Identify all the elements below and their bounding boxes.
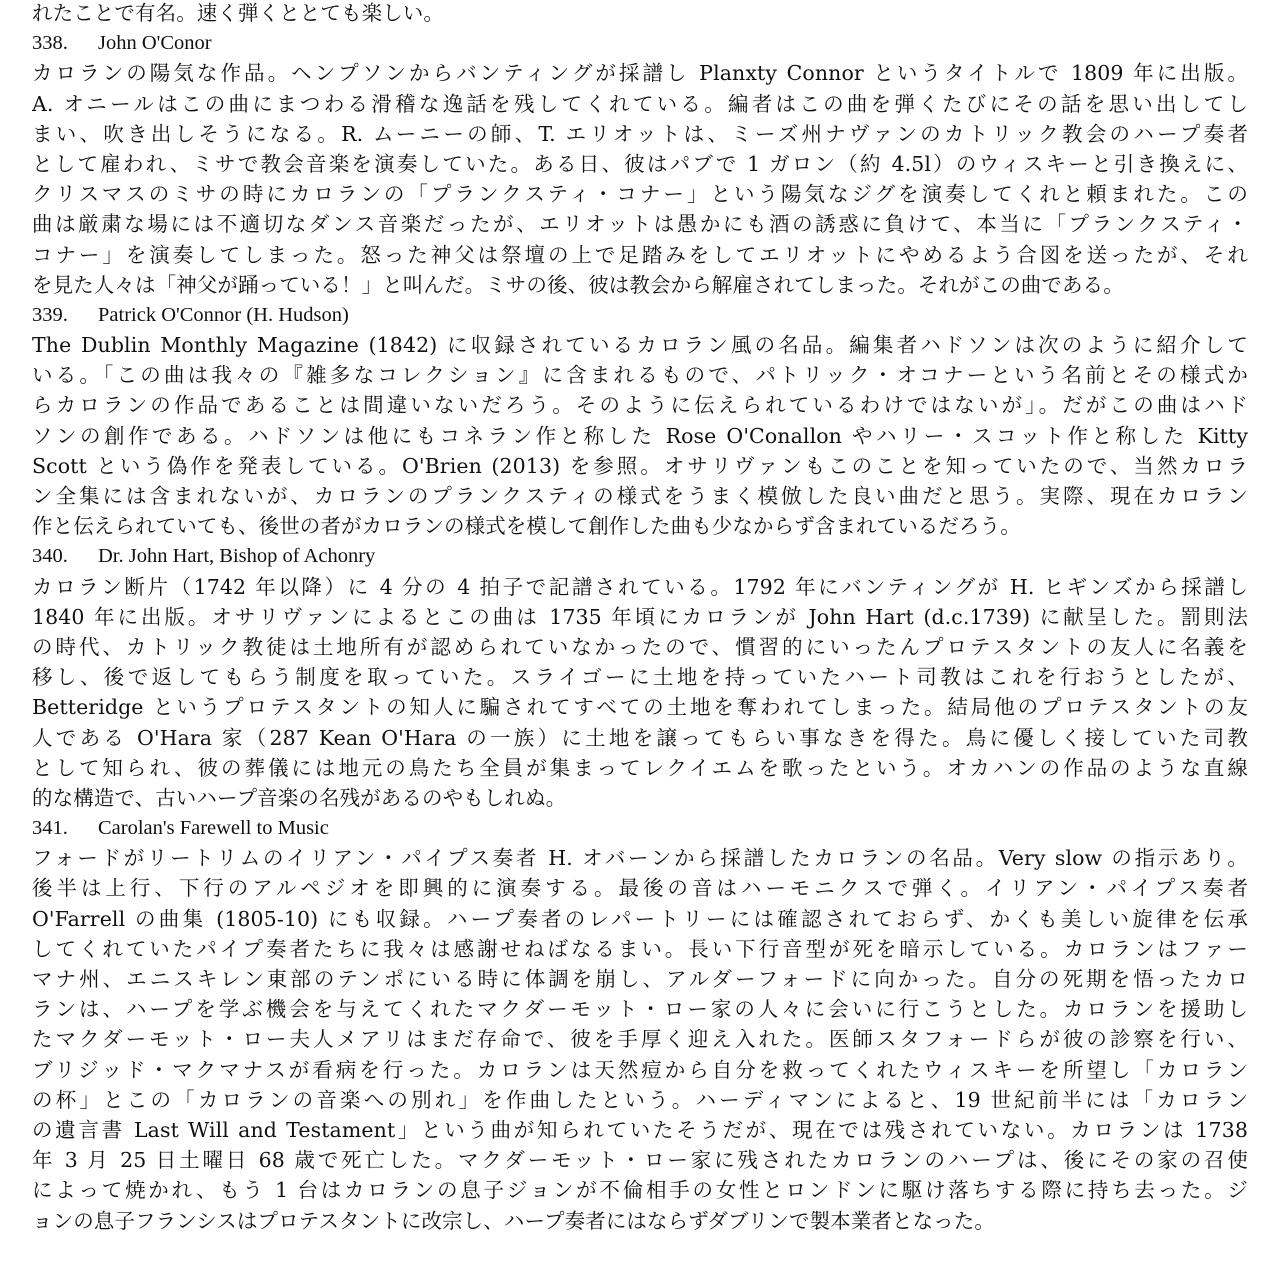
entry-text-line: を見た人々は「神父が踊っている！」と叫んだ。ミサの後、彼は教会から解雇されてしまった。それがこの曲である。 — [32, 272, 1124, 297]
entry-text-line: らカロランの作品であることは間違いないだろう。そのように伝えられているわけではないが」。だがこの曲はハド — [32, 393, 1248, 418]
entry-text-line: 作と伝えられていても、後世の者がカロランの様式を模して創作した曲も少なからず含まれているだろう。 — [32, 514, 1021, 539]
entry-text-line: ブリジッド・マクマナスが看病を行った。カロランは天然痘から自分を救ってくれたウィスキーを所望し「カロラン — [32, 1057, 1248, 1082]
tune-entry — [32, 300, 1248, 542]
entry-text-line: ン全集には含まれないが、カロランのプランクスティの様式をうまく模倣した良い曲だと思う。実際、現在カロラン — [32, 484, 1248, 508]
entry-heading — [32, 541, 1248, 571]
entry-number: 340. — [32, 545, 68, 568]
entry-text-line: 年 3 月 25 日土曜日 68 歳で死亡した。マクダーモット・ロー家に残されたカロランのハープは、後にその家の召使 — [32, 1148, 1248, 1173]
entry-text-line: 的な構造で、古いハープ音楽の名残があるのやもしれぬ。 — [32, 785, 567, 810]
entry-number: 339. — [32, 303, 68, 326]
entry-text-line: してくれていたパイプ奏者たちに我々は感謝せねばなるまい。長い下行音型が死を暗示している。カロランはファー — [32, 936, 1248, 961]
entry-text-line: Betteridge というプロテスタントの知人に騙されてすべての土地を奪われてしまった。結局他のプロテスタントの友 — [32, 695, 1248, 720]
entry-text-line: O'Farrell の曲集 (1805-10) にも収録。ハープ奏者のレパートリーには確認されておらず、かくも美しい旋律を伝承 — [32, 906, 1248, 931]
entry-number: 341. — [32, 817, 68, 840]
tune-entry — [32, 541, 1248, 813]
entry-text-line: フォードがリートリムのイリアン・パイプス奏者 H. オバーンから採譜したカロランの名品。Very slow の指示あり。 — [32, 846, 1248, 871]
entry-text-line: の杯」とこの「カロランの音楽への別れ」を作曲したという。ハーディマンによると、19 世紀前半には「カロラン — [32, 1087, 1248, 1112]
entry-text-line: の時代、カトリック教徒は土地所有が認められていなかったので、慣習的にいったんプロテスタントの友人に名義を — [32, 634, 1248, 659]
entry-heading — [32, 300, 1248, 330]
entry-text-line: いる。「この曲は我々の『雑多なコレクション』に含まれるもので、パトリック・オコナーという名前とその様式か — [32, 363, 1248, 388]
entry-text-line: マナ州、エニスキレン東部のテンポにいる時に体調を崩し、アルダーフォードに向かった。自分の死期を悟ったカロ — [32, 967, 1248, 991]
entry-text-line: ランは、ハープを学ぶ機会を与えてくれたマクダーモット・ロー家の人々に会いに行こうとした。カロランを援助し — [32, 997, 1248, 1022]
entry-title: Carolan's Farewell to Music — [98, 817, 329, 840]
entry-text-line: まい、吹き出しそうになる。R. ムーニーの師、T. エリオットは、ミーズ州ナヴァンのカトリック教会のハープ奏者 — [32, 121, 1248, 146]
entry-text-line: 移し、後で返してもらう制度を取っていた。スライゴーに土地を持っていたハート司教はこれを行おうとしたが、 — [32, 665, 1248, 690]
entry-text-line: 1840 年に出版。オサリヴァンによるとこの曲は 1735 年頃にカロランが John Hart (d.c.1739) に献呈した。罰則法 — [32, 604, 1248, 629]
tune-entry — [32, 813, 1248, 1236]
continued-text-line: れたことで有名。速く弾くととても楽しい。 — [32, 1, 444, 25]
entry-text-line: によって焼かれ、もう 1 台はカロランの息子ジョンが不倫相手の女性とロンドンに駆け落ちする際に持ち去った。ジ — [32, 1178, 1248, 1203]
entries-container — [32, 28, 1248, 1236]
entry-heading — [32, 28, 1248, 58]
entry-text-line: の遺言書 Last Will and Testament」という曲が知られていたそうだが、現在では残されていない。カロランは 1738 — [32, 1117, 1248, 1142]
entry-text-line: 後半は上行、下行のアルペジオを即興的に演奏する。最後の音はハーモニクスで弾く。イリアン・パイプス奏者 — [32, 876, 1248, 901]
tune-entry — [32, 28, 1248, 300]
entry-number: 338. — [32, 32, 68, 55]
entry-title: Patrick O'Connor (H. Hudson) — [98, 303, 349, 326]
entry-heading — [32, 813, 1248, 843]
entry-text-line: 曲は厳粛な場には不適切なダンス音楽だったが、エリオットは愚かにも酒の誘惑に負けて、本当に「プランクスティ・ — [32, 212, 1248, 237]
entry-text-line: として知られ、彼の葬儀には地元の鳥たち全員が集まってレクイエムを歌ったという。オカハンの作品のような直線 — [32, 755, 1248, 780]
entry-text-line: カロラン断片（1742 年以降）に 4 分の 4 拍子で記譜されている。1792 年にバンティングが H. ヒギンズから採譜し — [32, 574, 1248, 599]
entry-text-line: として雇われ、ミサで教会音楽を演奏していた。ある日、彼はパブで 1 ガロン（約 4.5l）のウィスキーと引き換えに、 — [32, 151, 1248, 176]
entry-text-line: クリスマスのミサの時にカロランの「プランクスティ・コナー」という陽気なジグを演奏してくれと頼まれた。この — [32, 182, 1248, 207]
entry-title: Dr. John Hart, Bishop of Achonry — [98, 545, 376, 568]
entry-text-line: ソンの創作である。ハドソンは他にもコネラン作と称した Rose O'Conallon やハリー・スコット作と称した Kitty — [32, 423, 1248, 448]
entry-text-line: コナー」を演奏してしまった。怒った神父は祭壇の上で足踏みをしてエリオットにやめるよう合図を送ったが、それ — [32, 242, 1248, 267]
entry-text-line: たマクダーモット・ロー夫人メアリはまだ存命で、彼を手厚く迎え入れた。医師スタフォードらが彼の診察を行い、 — [32, 1027, 1248, 1052]
entry-text-line: 人である O'Hara 家（287 Kean O'Hara の一族）に土地を譲ってもらい事なきを得た。鳥に優しく接していた司教 — [32, 725, 1248, 750]
entry-text-line: カロランの陽気な作品。ヘンプソンからバンティングが採譜し Planxty Connor というタイトルで 1809 年に出版。 — [32, 61, 1248, 86]
entry-text-line: A. オニールはこの曲にまつわる滑稽な逸話を残してくれている。編者はこの曲を弾くたびにその話を思い出してし — [32, 91, 1248, 116]
entry-title: John O'Conor — [98, 32, 212, 55]
entry-text-line: ョンの息子フランシスはプロテスタントに改宗し、ハープ奏者にはならずダブリンで製本業者となった。 — [32, 1208, 995, 1233]
entry-text-line: The Dublin Monthly Magazine (1842) に収録されているカロラン風の名品。編集者ハドソンは次のように紹介して — [32, 333, 1248, 358]
entry-text-line: Scott という偽作を発表している。O'Brien (2013) を参照。オサリヴァンもこのことを知っていたので、当然カロラ — [32, 453, 1248, 478]
